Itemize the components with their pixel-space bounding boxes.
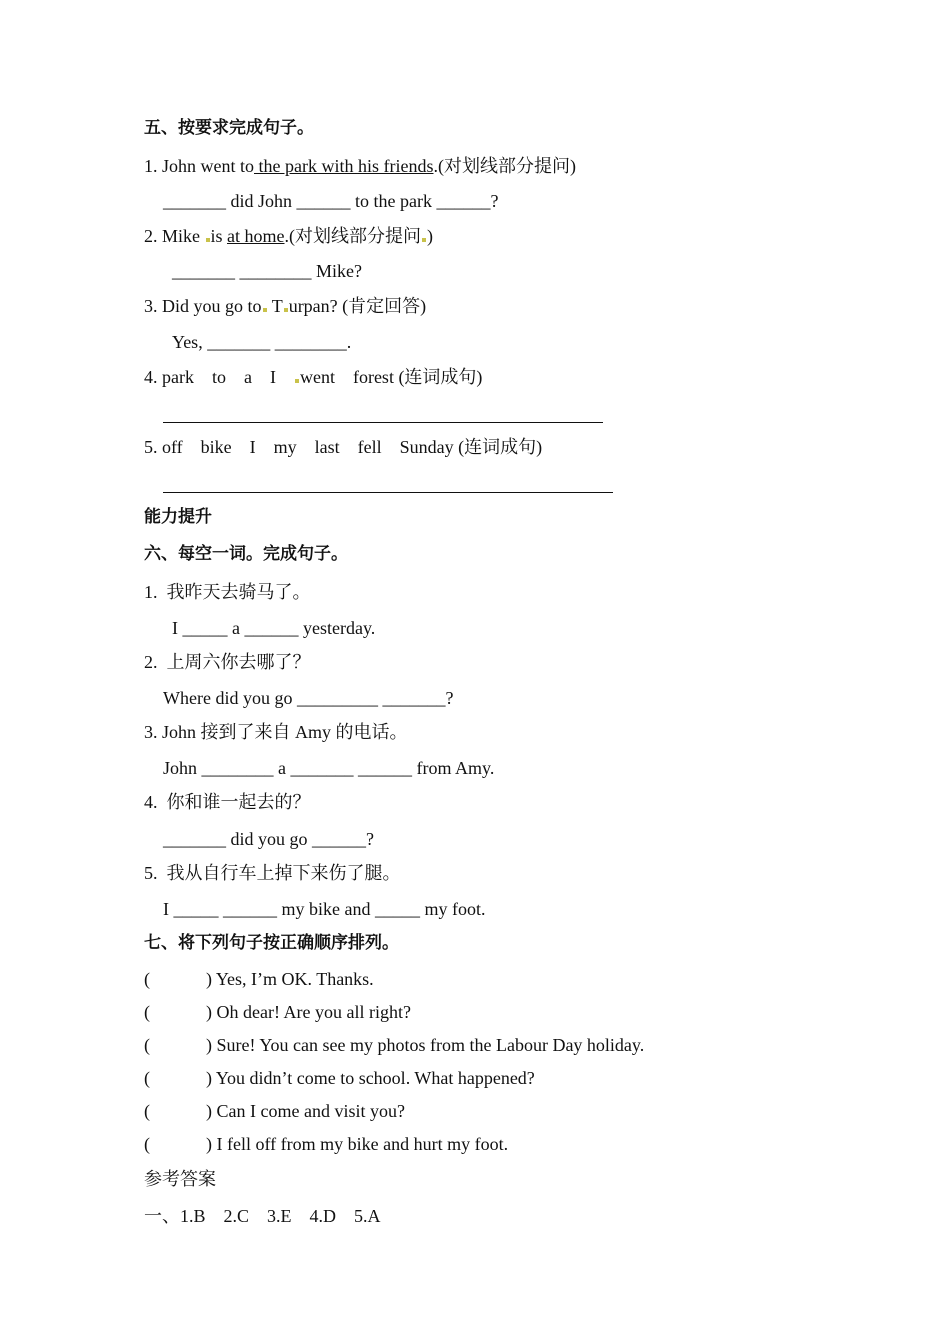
s7-item <box>144 1034 644 1056</box>
s6-answer-3: John ________ a _______ ______ from Amy. <box>163 758 495 778</box>
close-paren: ) <box>206 1101 212 1121</box>
s5-question-1 <box>144 155 576 177</box>
open-paren: ( <box>144 969 150 989</box>
close-paren: ) <box>206 1002 212 1022</box>
answers-title: 参考答案 <box>144 1169 216 1189</box>
open-paren: ( <box>144 1035 150 1055</box>
s5-question-4 <box>144 366 482 388</box>
s5-q3-part-a: 3. Did you go to <box>144 296 262 316</box>
s6-answer-5: I _____ ______ my bike and _____ my foot. <box>163 899 486 919</box>
s6-answer-1: I _____ a ______ yesterday. <box>172 618 376 638</box>
s5-q3-part-b: T <box>267 296 283 316</box>
highlight-mark <box>295 379 299 383</box>
open-paren: ( <box>144 1002 150 1022</box>
s6-question-3: 3. John 接到了来自 Amy 的电话。 <box>144 722 408 742</box>
s5-q1-part-a: 1. John went to <box>144 156 254 176</box>
close-paren: ) <box>206 1035 212 1055</box>
s6-question-2: 2. 上周六你去哪了？ <box>144 652 311 672</box>
s5-answer-1: _______ did John ______ to the park ______? <box>163 191 499 211</box>
open-paren: ( <box>144 1134 150 1154</box>
s7-item <box>144 1133 508 1155</box>
s7-item <box>144 968 374 990</box>
s7-item-text: Oh dear! Are you all right? <box>216 1002 411 1022</box>
s5-q1-part-c: .(对划线部分提问) <box>433 156 576 176</box>
s7-item-text: Yes, I’m OK. Thanks. <box>215 969 374 989</box>
s5-q4-part-a: 4. park to a I <box>144 367 294 387</box>
open-paren: ( <box>144 1068 150 1088</box>
s5-answer-line-5 <box>163 492 613 493</box>
s7-item-text: I fell off from my bike and hurt my foot. <box>216 1134 509 1154</box>
highlight-mark <box>263 308 267 312</box>
highlight-mark <box>284 308 288 312</box>
s5-q1-underlined: his friends <box>357 156 434 176</box>
s6-answer-4: _______ did you go ______? <box>163 829 374 849</box>
s5-question-3 <box>144 295 426 317</box>
close-paren: ) <box>206 969 212 989</box>
s5-q1-part-b: the park with <box>254 156 358 176</box>
s5-q2-part-a: 2. Mike <box>144 226 205 246</box>
section-6-title: 六、每空一词。完成句子。 <box>144 544 348 564</box>
answers-line-1: 一、1.B 2.C 3.E 4.D 5.A <box>144 1206 381 1226</box>
s5-q2-part-d: ) <box>427 226 433 246</box>
s5-q4-part-b: went forest (连词成句) <box>299 367 483 387</box>
close-paren: ) <box>206 1068 212 1088</box>
highlight-mark <box>206 238 210 242</box>
s5-q2-part-b: is <box>210 226 228 246</box>
s5-question-2 <box>144 225 433 247</box>
s5-question-5: 5. off bike I my last fell Sunday (连词成句) <box>144 437 543 457</box>
section-5-title: 五、按要求完成句子。 <box>144 118 314 138</box>
s7-item-text: Sure! You can see my photos from the Labour Day holiday. <box>216 1035 645 1055</box>
s6-question-5: 5. 我从自行车上掉下来伤了腿。 <box>144 863 401 883</box>
s7-item-text: You didn’t come to school. What happened? <box>215 1068 535 1088</box>
ability-title: 能力提升 <box>144 507 212 527</box>
s5-q3-part-c: urpan? (肯定回答) <box>288 296 427 316</box>
s6-question-4: 4. 你和谁一起去的？ <box>144 792 311 812</box>
close-paren: ) <box>206 1134 212 1154</box>
s5-answer-line-4 <box>163 422 603 423</box>
highlight-mark <box>422 238 426 242</box>
open-paren: ( <box>144 1101 150 1121</box>
s6-question-1: 1. 我昨天去骑马了。 <box>144 582 311 602</box>
section-7-title: 七、将下列句子按正确顺序排列。 <box>144 933 399 953</box>
s7-item <box>144 1067 535 1089</box>
s5-q2-part-c: .(对划线部分提问 <box>284 226 421 246</box>
s6-answer-2: Where did you go _________ _______? <box>163 688 454 708</box>
s5-answer-3: Yes, _______ ________. <box>172 332 352 352</box>
s7-item-text: Can I come and visit you? <box>216 1101 405 1121</box>
s7-item <box>144 1100 405 1122</box>
s5-q2-underlined: at home <box>227 226 285 246</box>
s5-answer-2: _______ ________ Mike? <box>172 261 362 281</box>
s7-item <box>144 1001 411 1023</box>
